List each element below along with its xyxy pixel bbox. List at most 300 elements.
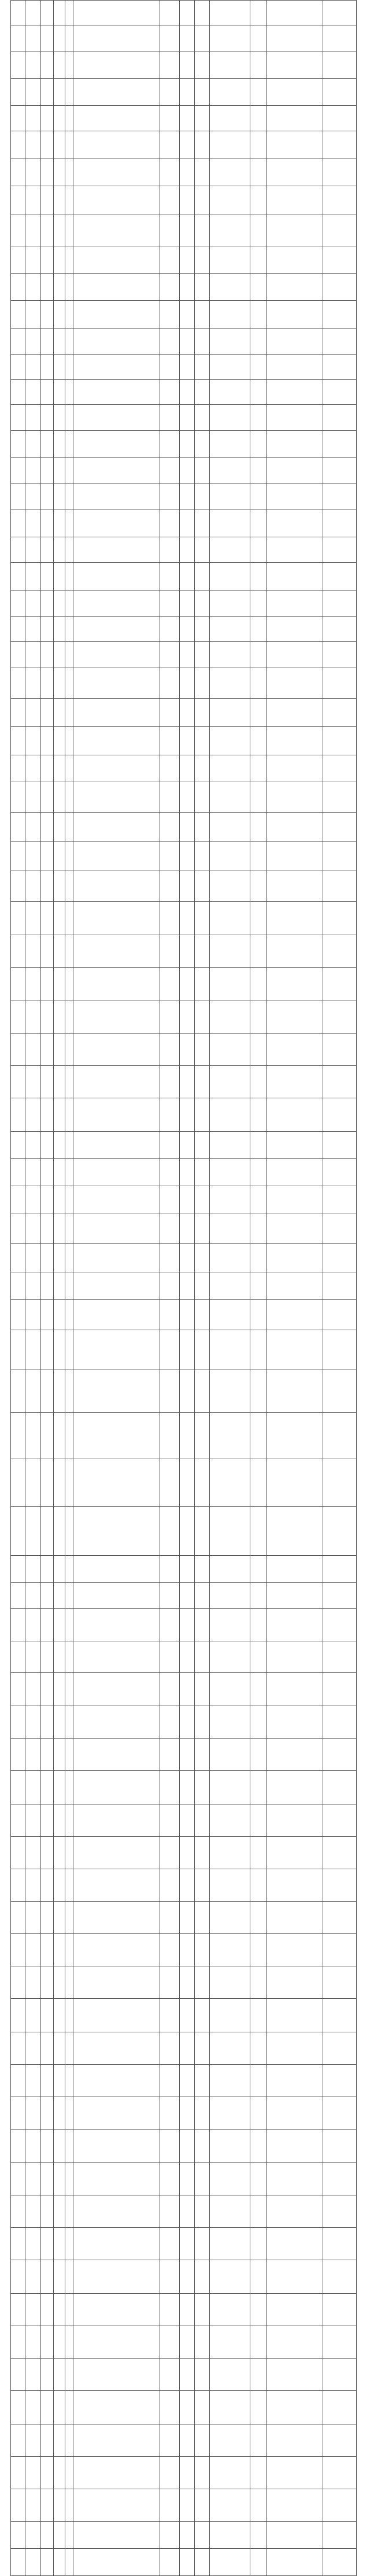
cell-position xyxy=(41,2163,54,2195)
cell-req xyxy=(210,642,250,667)
cell-code xyxy=(323,1556,357,1583)
cell-edu xyxy=(160,1583,180,1609)
cell-note xyxy=(267,1413,323,1459)
cell-code xyxy=(323,1706,357,1739)
cell-unit xyxy=(25,1507,41,1556)
cell-site xyxy=(11,131,25,158)
cell-degree xyxy=(180,1066,195,1098)
cell-code xyxy=(323,405,357,431)
cell-site xyxy=(11,2522,25,2549)
cell-site xyxy=(11,510,25,537)
cell-exam xyxy=(250,1902,267,1934)
cell-major xyxy=(73,158,160,186)
cell-major xyxy=(73,1186,160,1213)
cell-age xyxy=(195,1159,210,1186)
cell-note xyxy=(267,484,323,510)
cell-degree xyxy=(180,131,195,158)
cell-note xyxy=(267,2097,323,2130)
cell-site xyxy=(11,1902,25,1934)
cell-note xyxy=(267,699,323,727)
cell-age xyxy=(195,1869,210,1902)
cell-site xyxy=(11,902,25,935)
cell-major xyxy=(73,484,160,510)
cell-age xyxy=(195,1,210,25)
cell-age xyxy=(195,1413,210,1459)
cell-unit xyxy=(25,131,41,158)
cell-degree xyxy=(180,1330,195,1370)
cell-position xyxy=(41,510,54,537)
cell-req xyxy=(210,1706,250,1739)
cell-req xyxy=(210,215,250,246)
cell-major xyxy=(73,274,160,301)
cell-type xyxy=(54,1459,65,1507)
cell-edu xyxy=(160,2489,180,2522)
cell-degree xyxy=(180,1771,195,1804)
cell-site xyxy=(11,2097,25,2130)
cell-code xyxy=(323,484,357,510)
table-row xyxy=(11,755,357,781)
cell-type xyxy=(54,935,65,968)
cell-note xyxy=(267,1706,323,1739)
cell-edu xyxy=(160,1641,180,1673)
cell-req xyxy=(210,158,250,186)
table-row xyxy=(11,1186,357,1213)
cell-count xyxy=(65,2097,73,2130)
cell-type xyxy=(54,813,65,842)
cell-age xyxy=(195,537,210,563)
cell-exam xyxy=(250,2032,267,2065)
cell-type xyxy=(54,617,65,642)
cell-site xyxy=(11,1966,25,1999)
cell-major xyxy=(73,380,160,405)
cell-site xyxy=(11,699,25,727)
cell-req xyxy=(210,1132,250,1159)
cell-degree xyxy=(180,842,195,870)
cell-unit xyxy=(25,1413,41,1459)
cell-note xyxy=(267,405,323,431)
cell-count xyxy=(65,484,73,510)
cell-exam xyxy=(250,537,267,563)
cell-degree xyxy=(180,405,195,431)
cell-count xyxy=(65,1244,73,1272)
cell-major xyxy=(73,1706,160,1739)
cell-count xyxy=(65,1934,73,1966)
cell-age xyxy=(195,1641,210,1673)
cell-age xyxy=(195,2260,210,2294)
cell-edu xyxy=(160,642,180,667)
table-row xyxy=(11,2359,357,2391)
cell-code xyxy=(323,1609,357,1641)
cell-code xyxy=(323,1001,357,1034)
cell-unit xyxy=(25,1869,41,1902)
cell-note xyxy=(267,2260,323,2294)
cell-site xyxy=(11,1837,25,1869)
cell-site xyxy=(11,329,25,355)
cell-position xyxy=(41,106,54,131)
cell-req xyxy=(210,1186,250,1213)
cell-count xyxy=(65,246,73,274)
cell-major xyxy=(73,1300,160,1330)
cell-code xyxy=(323,1300,357,1330)
cell-exam xyxy=(250,329,267,355)
cell-count xyxy=(65,699,73,727)
cell-req xyxy=(210,246,250,274)
cell-degree xyxy=(180,458,195,484)
cell-exam xyxy=(250,79,267,106)
cell-code xyxy=(323,642,357,667)
cell-edu xyxy=(160,1272,180,1300)
cell-degree xyxy=(180,1034,195,1066)
cell-edu xyxy=(160,699,180,727)
cell-count xyxy=(65,667,73,699)
cell-exam xyxy=(250,1706,267,1739)
cell-site xyxy=(11,617,25,642)
cell-count xyxy=(65,458,73,484)
cell-code xyxy=(323,2195,357,2228)
cell-position xyxy=(41,1869,54,1902)
cell-type xyxy=(54,1804,65,1837)
cell-edu xyxy=(160,1186,180,1213)
cell-degree xyxy=(180,1213,195,1244)
cell-age xyxy=(195,1739,210,1771)
cell-degree xyxy=(180,1739,195,1771)
cell-edu xyxy=(160,2391,180,2424)
cell-exam xyxy=(250,870,267,902)
cell-unit xyxy=(25,510,41,537)
cell-code xyxy=(323,1034,357,1066)
cell-req xyxy=(210,458,250,484)
cell-position xyxy=(41,79,54,106)
cell-unit xyxy=(25,186,41,215)
cell-unit xyxy=(25,699,41,727)
cell-edu xyxy=(160,79,180,106)
cell-edu xyxy=(160,431,180,458)
cell-count xyxy=(65,1132,73,1159)
cell-unit xyxy=(25,2097,41,2130)
cell-count xyxy=(65,1673,73,1706)
cell-degree xyxy=(180,870,195,902)
cell-note xyxy=(267,591,323,617)
cell-major xyxy=(73,667,160,699)
table-row xyxy=(11,79,357,106)
cell-req xyxy=(210,1066,250,1098)
cell-count xyxy=(65,274,73,301)
cell-site xyxy=(11,781,25,813)
cell-major xyxy=(73,2424,160,2457)
cell-code xyxy=(323,25,357,51)
table-row xyxy=(11,1804,357,1837)
cell-unit xyxy=(25,301,41,329)
cell-major xyxy=(73,2457,160,2489)
cell-age xyxy=(195,968,210,1001)
cell-degree xyxy=(180,2032,195,2065)
cell-edu xyxy=(160,1413,180,1459)
cell-count xyxy=(65,1001,73,1034)
table-row xyxy=(11,1837,357,1869)
cell-position xyxy=(41,1098,54,1132)
cell-site xyxy=(11,1244,25,1272)
cell-age xyxy=(195,2391,210,2424)
cell-degree xyxy=(180,591,195,617)
cell-position xyxy=(41,1556,54,1583)
cell-position xyxy=(41,2391,54,2424)
cell-unit xyxy=(25,158,41,186)
cell-age xyxy=(195,591,210,617)
cell-exam xyxy=(250,2065,267,2097)
table-row xyxy=(11,1098,357,1132)
cell-type xyxy=(54,1739,65,1771)
cell-note xyxy=(267,1804,323,1837)
cell-count xyxy=(65,431,73,458)
cell-unit xyxy=(25,1673,41,1706)
cell-type xyxy=(54,1,65,25)
cell-code xyxy=(323,1186,357,1213)
cell-major xyxy=(73,2065,160,2097)
cell-req xyxy=(210,1804,250,1837)
cell-position xyxy=(41,2522,54,2549)
cell-count xyxy=(65,131,73,158)
cell-age xyxy=(195,1507,210,1556)
cell-type xyxy=(54,2391,65,2424)
cell-type xyxy=(54,1583,65,1609)
cell-code xyxy=(323,667,357,699)
cell-type xyxy=(54,25,65,51)
cell-age xyxy=(195,902,210,935)
table-row xyxy=(11,1413,357,1459)
cell-site xyxy=(11,667,25,699)
cell-type xyxy=(54,405,65,431)
cell-degree xyxy=(180,813,195,842)
cell-count xyxy=(65,870,73,902)
cell-unit xyxy=(25,2195,41,2228)
cell-req xyxy=(210,2457,250,2489)
cell-age xyxy=(195,2294,210,2326)
cell-type xyxy=(54,563,65,591)
cell-age xyxy=(195,25,210,51)
cell-exam xyxy=(250,563,267,591)
cell-req xyxy=(210,1213,250,1244)
cell-count xyxy=(65,1066,73,1098)
cell-position xyxy=(41,2195,54,2228)
cell-exam xyxy=(250,1771,267,1804)
cell-type xyxy=(54,1869,65,1902)
cell-degree xyxy=(180,617,195,642)
cell-req xyxy=(210,1244,250,1272)
cell-exam xyxy=(250,2424,267,2457)
cell-count xyxy=(65,186,73,215)
cell-position xyxy=(41,1507,54,1556)
cell-count xyxy=(65,1706,73,1739)
table-row xyxy=(11,1869,357,1902)
cell-count xyxy=(65,1583,73,1609)
table-row xyxy=(11,642,357,667)
cell-req xyxy=(210,1673,250,1706)
cell-unit xyxy=(25,79,41,106)
cell-unit xyxy=(25,781,41,813)
cell-degree xyxy=(180,2391,195,2424)
cell-req xyxy=(210,1556,250,1583)
cell-site xyxy=(11,1934,25,1966)
cell-major xyxy=(73,781,160,813)
cell-count xyxy=(65,215,73,246)
cell-type xyxy=(54,484,65,510)
cell-count xyxy=(65,25,73,51)
cell-position xyxy=(41,2457,54,2489)
cell-site xyxy=(11,1583,25,1609)
table-row xyxy=(11,1706,357,1739)
cell-type xyxy=(54,902,65,935)
cell-position xyxy=(41,699,54,727)
cell-note xyxy=(267,2032,323,2065)
cell-type xyxy=(54,106,65,131)
cell-site xyxy=(11,25,25,51)
cell-code xyxy=(323,186,357,215)
cell-note xyxy=(267,510,323,537)
cell-type xyxy=(54,2032,65,2065)
cell-major xyxy=(73,1330,160,1370)
cell-note xyxy=(267,2163,323,2195)
cell-exam xyxy=(250,1034,267,1066)
cell-code xyxy=(323,755,357,781)
cell-type xyxy=(54,2228,65,2260)
cell-unit xyxy=(25,329,41,355)
cell-count xyxy=(65,510,73,537)
cell-edu xyxy=(160,727,180,755)
cell-major xyxy=(73,1001,160,1034)
cell-major xyxy=(73,755,160,781)
cell-site xyxy=(11,2489,25,2522)
cell-position xyxy=(41,301,54,329)
table-row xyxy=(11,215,357,246)
cell-note xyxy=(267,1641,323,1673)
cell-age xyxy=(195,813,210,842)
cell-count xyxy=(65,2228,73,2260)
cell-req xyxy=(210,1300,250,1330)
cell-position xyxy=(41,755,54,781)
cell-unit xyxy=(25,935,41,968)
cell-age xyxy=(195,1673,210,1706)
cell-unit xyxy=(25,215,41,246)
cell-major xyxy=(73,842,160,870)
cell-degree xyxy=(180,2163,195,2195)
cell-position xyxy=(41,642,54,667)
cell-note xyxy=(267,1999,323,2032)
cell-major xyxy=(73,699,160,727)
cell-note xyxy=(267,1739,323,1771)
cell-exam xyxy=(250,699,267,727)
cell-unit xyxy=(25,274,41,301)
cell-code xyxy=(323,1,357,25)
cell-degree xyxy=(180,1507,195,1556)
cell-req xyxy=(210,1330,250,1370)
table-row xyxy=(11,1902,357,1934)
cell-position xyxy=(41,591,54,617)
cell-exam xyxy=(250,642,267,667)
cell-position xyxy=(41,1186,54,1213)
cell-count xyxy=(65,1556,73,1583)
cell-major xyxy=(73,1673,160,1706)
table-row xyxy=(11,458,357,484)
cell-site xyxy=(11,1213,25,1244)
cell-req xyxy=(210,2549,250,2576)
cell-position xyxy=(41,380,54,405)
cell-edu xyxy=(160,1609,180,1641)
cell-age xyxy=(195,1706,210,1739)
cell-edu xyxy=(160,2294,180,2326)
cell-major xyxy=(73,935,160,968)
cell-position xyxy=(41,1837,54,1869)
cell-req xyxy=(210,2260,250,2294)
cell-major xyxy=(73,246,160,274)
cell-req xyxy=(210,2489,250,2522)
cell-type xyxy=(54,1934,65,1966)
cell-exam xyxy=(250,1132,267,1159)
cell-edu xyxy=(160,842,180,870)
cell-position xyxy=(41,2228,54,2260)
cell-type xyxy=(54,1034,65,1066)
cell-major xyxy=(73,51,160,79)
cell-unit xyxy=(25,1300,41,1330)
cell-type xyxy=(54,1370,65,1413)
cell-edu xyxy=(160,2097,180,2130)
cell-note xyxy=(267,1837,323,1869)
cell-exam xyxy=(250,781,267,813)
cell-code xyxy=(323,1159,357,1186)
cell-age xyxy=(195,1999,210,2032)
cell-req xyxy=(210,699,250,727)
cell-position xyxy=(41,968,54,1001)
cell-code xyxy=(323,2326,357,2359)
cell-site xyxy=(11,1066,25,1098)
cell-type xyxy=(54,1507,65,1556)
cell-count xyxy=(65,1330,73,1370)
cell-unit xyxy=(25,1966,41,1999)
cell-type xyxy=(54,186,65,215)
cell-site xyxy=(11,2294,25,2326)
cell-edu xyxy=(160,935,180,968)
cell-position xyxy=(41,51,54,79)
cell-major xyxy=(73,902,160,935)
table-row xyxy=(11,1159,357,1186)
cell-degree xyxy=(180,755,195,781)
cell-req xyxy=(210,484,250,510)
cell-degree xyxy=(180,1706,195,1739)
cell-code xyxy=(323,1066,357,1098)
cell-major xyxy=(73,642,160,667)
cell-age xyxy=(195,781,210,813)
cell-type xyxy=(54,2260,65,2294)
cell-exam xyxy=(250,968,267,1001)
cell-type xyxy=(54,870,65,902)
cell-unit xyxy=(25,1999,41,2032)
cell-edu xyxy=(160,1001,180,1034)
cell-site xyxy=(11,563,25,591)
cell-position xyxy=(41,1999,54,2032)
cell-age xyxy=(195,1244,210,1272)
cell-count xyxy=(65,617,73,642)
cell-age xyxy=(195,935,210,968)
cell-position xyxy=(41,2549,54,2576)
cell-position xyxy=(41,1132,54,1159)
cell-site xyxy=(11,870,25,902)
cell-req xyxy=(210,1,250,25)
cell-age xyxy=(195,2549,210,2576)
cell-site xyxy=(11,1673,25,1706)
cell-count xyxy=(65,935,73,968)
cell-exam xyxy=(250,2163,267,2195)
cell-edu xyxy=(160,1098,180,1132)
cell-note xyxy=(267,2457,323,2489)
